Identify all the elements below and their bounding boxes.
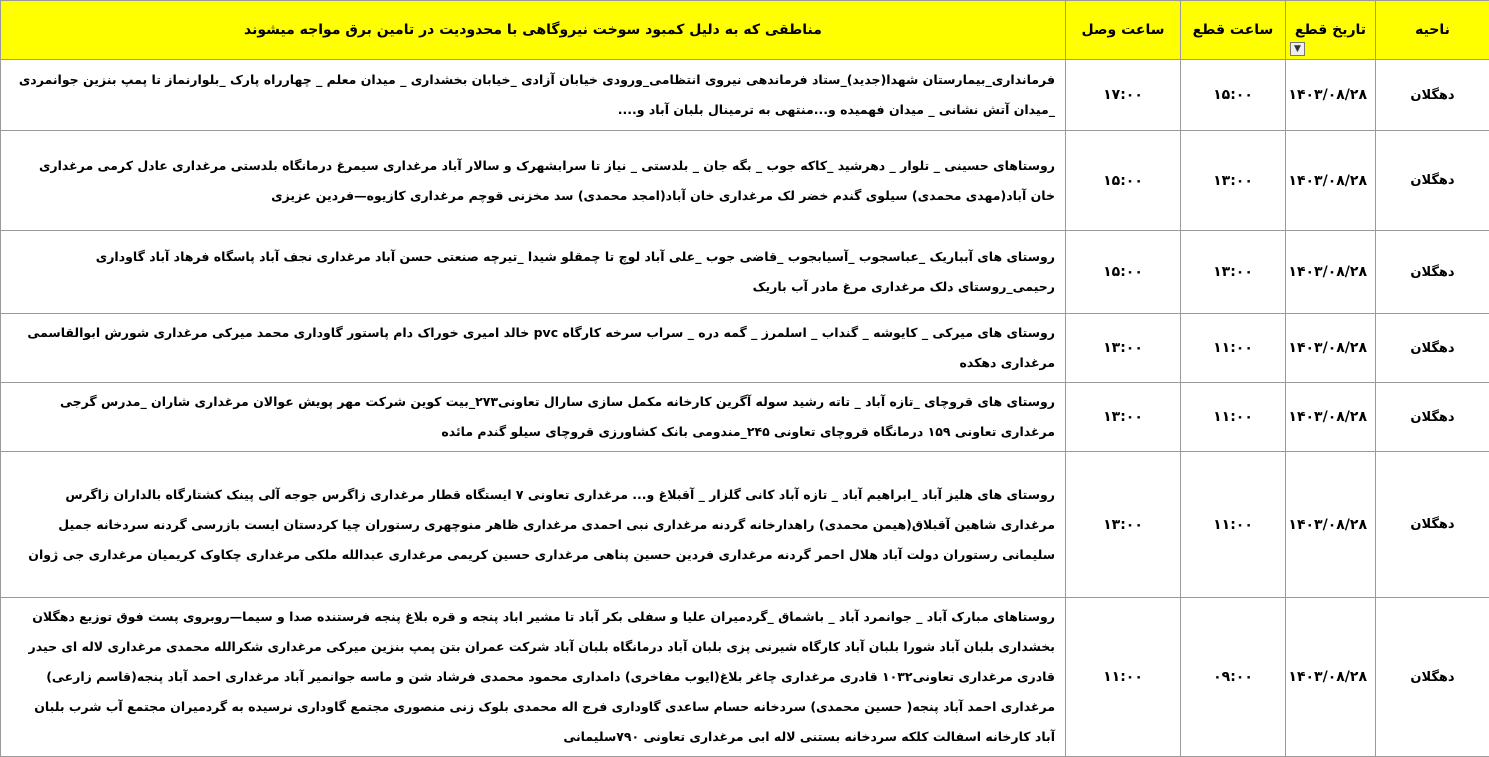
cell-areas[interactable]: روستای های هلیز آباد _ابراهیم آباد _ تازه آباد کانی گلزار _ آقبلاغ و... مرغداری تعاونی ۷ ایستگاه قطار مرغداری زاگرس جوجه آلی پینک کشتارگاه بالداران زاگرس مرغداری شاهین آقبلاق(هیمن محمدی) راهدارخانه گردنه مرغداری نبی احمدی مرغداری ظاهر منوچهری رستوران چیا کردستان ایست بازرسی گردنه سردخانه جمیل سلیمانی رستوران دولت آباد هلال احمر گردنه مرغداری فردین حسین پناهی مرغداری حسین کریمی مرغداری عبدالله ملکی مرغداری چکاوک کریمیان مرغداری جی ژوان [1, 452, 1066, 598]
cell-date[interactable]: ۱۴۰۳/۰۸/۲۸ [1286, 314, 1376, 383]
cell-region[interactable]: دهگلان [1376, 598, 1489, 757]
cell-areas[interactable]: روستای های قروچای _تازه آباد _ تاته رشید سوله آگرین کارخانه مکمل سازی سارال تعاونی۲۷۳_بیت کوین شرکت مهر پویش عوالان مرغداری شاران _مدرس گرجی مرغداری تعاونی ۱۵۹ درمانگاه قروچای تعاونی ۲۴۵_مندومی بانک کشاورزی قروچای سیلو گندم مائده [1, 383, 1066, 452]
cell-areas[interactable]: فرمانداری_بیمارستان شهدا(جدید)_ستاد فرماندهی نیروی انتظامی_ورودی خیابان آزادی _خیابان بخشداری _ میدان معلم _ چهارراه پارک _بلوارنماز تا پمپ بنزین جوانمردی _میدان آتش نشانی _ میدان فهمیده و...منتهی به ترمینال بلبان آباد و.... [1, 60, 1066, 131]
table-row [1, 131, 1489, 231]
cell-connect-time[interactable]: ۱۵:۰۰ [1066, 131, 1181, 231]
table-row [1, 383, 1489, 452]
cell-cut-time[interactable]: ۱۳:۰۰ [1181, 231, 1286, 314]
header-row [1, 1, 1489, 60]
cell-connect-time[interactable]: ۱۵:۰۰ [1066, 231, 1181, 314]
cell-cut-time[interactable]: ۱۵:۰۰ [1181, 60, 1286, 131]
cell-date[interactable]: ۱۴۰۳/۰۸/۲۸ [1286, 598, 1376, 757]
cell-region[interactable]: دهگلان [1376, 60, 1489, 131]
col-header-areas[interactable]: مناطقی که به دلیل کمبود سوخت نیروگاهی با محدودیت در تامین برق مواجه میشوند [1, 1, 1066, 60]
cell-date[interactable]: ۱۴۰۳/۰۸/۲۸ [1286, 131, 1376, 231]
cell-date[interactable]: ۱۴۰۳/۰۸/۲۸ [1286, 60, 1376, 131]
cell-date[interactable]: ۱۴۰۳/۰۸/۲۸ [1286, 231, 1376, 314]
cell-connect-time[interactable]: ۱۷:۰۰ [1066, 60, 1181, 131]
cell-date[interactable]: ۱۴۰۳/۰۸/۲۸ [1286, 383, 1376, 452]
cell-cut-time[interactable]: ۰۹:۰۰ [1181, 598, 1286, 757]
cell-areas[interactable]: روستای های میرکی _ کایوشه _ گنداب _ اسلمرز _ گمه دره _ سراب سرخه کارگاه pvc خالد امیری خوراک دام پاستور گاوداری محمد میرکی مرغداری شورش ابوالقاسمی مرغداری دهکده [1, 314, 1066, 383]
cell-region[interactable]: دهگلان [1376, 231, 1489, 314]
table-row [1, 314, 1489, 383]
cell-connect-time[interactable]: ۱۱:۰۰ [1066, 598, 1181, 757]
cell-connect-time[interactable]: ۱۳:۰۰ [1066, 383, 1181, 452]
cell-connect-time[interactable]: ۱۳:۰۰ [1066, 452, 1181, 598]
table-row [1, 452, 1489, 598]
col-header-connect-time[interactable]: ساعت وصل [1066, 1, 1181, 60]
col-header-cut-time[interactable]: ساعت قطع [1181, 1, 1286, 60]
cell-connect-time[interactable]: ۱۳:۰۰ [1066, 314, 1181, 383]
cell-cut-time[interactable]: ۱۳:۰۰ [1181, 131, 1286, 231]
col-header-date-label: تاریخ قطع [1295, 22, 1366, 38]
cell-region[interactable]: دهگلان [1376, 383, 1489, 452]
cell-cut-time[interactable]: ۱۱:۰۰ [1181, 383, 1286, 452]
cell-region[interactable]: دهگلان [1376, 452, 1489, 598]
cell-date[interactable]: ۱۴۰۳/۰۸/۲۸ [1286, 452, 1376, 598]
cell-areas[interactable]: روستاهای حسینی _ تلوار _ دهرشید _کاکه جوب _ بگه جان _ بلدستی _ نیاز تا سرابشهرک و سالار آباد مرغداری سیمرغ درمانگاه بلدستی مرغداری عادل کرمی مرغداری خان آباد(مهدی محمدی) سیلوی گندم خضر لک مرغداری خان آباد(امجد محمدی) سد مخزنی قوچم مرغداری کازیوه—فردین عزیزی [1, 131, 1066, 231]
filter-icon[interactable]: ▼ [1290, 42, 1305, 56]
cell-cut-time[interactable]: ۱۱:۰۰ [1181, 452, 1286, 598]
cell-region[interactable]: دهگلان [1376, 314, 1489, 383]
table-row [1, 598, 1489, 757]
table-row [1, 60, 1489, 131]
col-header-date[interactable] [1286, 1, 1376, 60]
cell-areas[interactable]: روستاهای مبارک آباد _ جوانمرد آباد _ باشماق _گردمیران علیا و سفلی بکر آباد تا مشیر اباد پنجه و قره بلاغ پنجه فرستنده صدا و سیما—روبروی پست فوق توزیع دهگلان بخشداری بلبان آباد شورا بلبان آباد کارگاه شیرنی پزی بلبان آباد درمانگاه بلبان آباد شرکت عمران بتن پمپ بنزین میرکی مرغداری شکرالله محمدی مرغداری لاله ای حیدر قادری مرغداری تعاونی۱۰۳۲ قادری مرغداری چاغر بلاغ(ایوب مفاخری) دامداری محمود محمدی فرشاد شن و ماسه جوانمیر آباد مرغداری احمد آباد پنجه(قاسم زارعی) مرغداری احمد آباد پنجه( حسین محمدی) سردخانه حسام ساعدی گاوداری فرج اله محمدی بلوک زنی منصوری مجتمع گاوداری نرسیده به گردمیران مجتمع آب شرب بلبان آباد کارخانه اسفالت کلکه سردخانه بستنی لاله ابی مرغداری تعاونی ۷۹۰سلیمانی [1, 598, 1066, 757]
col-header-region[interactable]: ناحیه [1376, 1, 1489, 60]
cell-areas[interactable]: روستای های آبباریک _عباسجوب _آسیابجوب _قاضی جوب _علی آباد لوچ تا چمقلو شیدا _تیرچه صنعتی حسن آباد مرغداری نجف آباد پاسگاه فرهاد آباد گاوداری رحیمی_روستای دلک مرغداری مرغ مادر آب باریک [1, 231, 1066, 314]
table-row [1, 231, 1489, 314]
cell-cut-time[interactable]: ۱۱:۰۰ [1181, 314, 1286, 383]
cell-region[interactable]: دهگلان [1376, 131, 1489, 231]
